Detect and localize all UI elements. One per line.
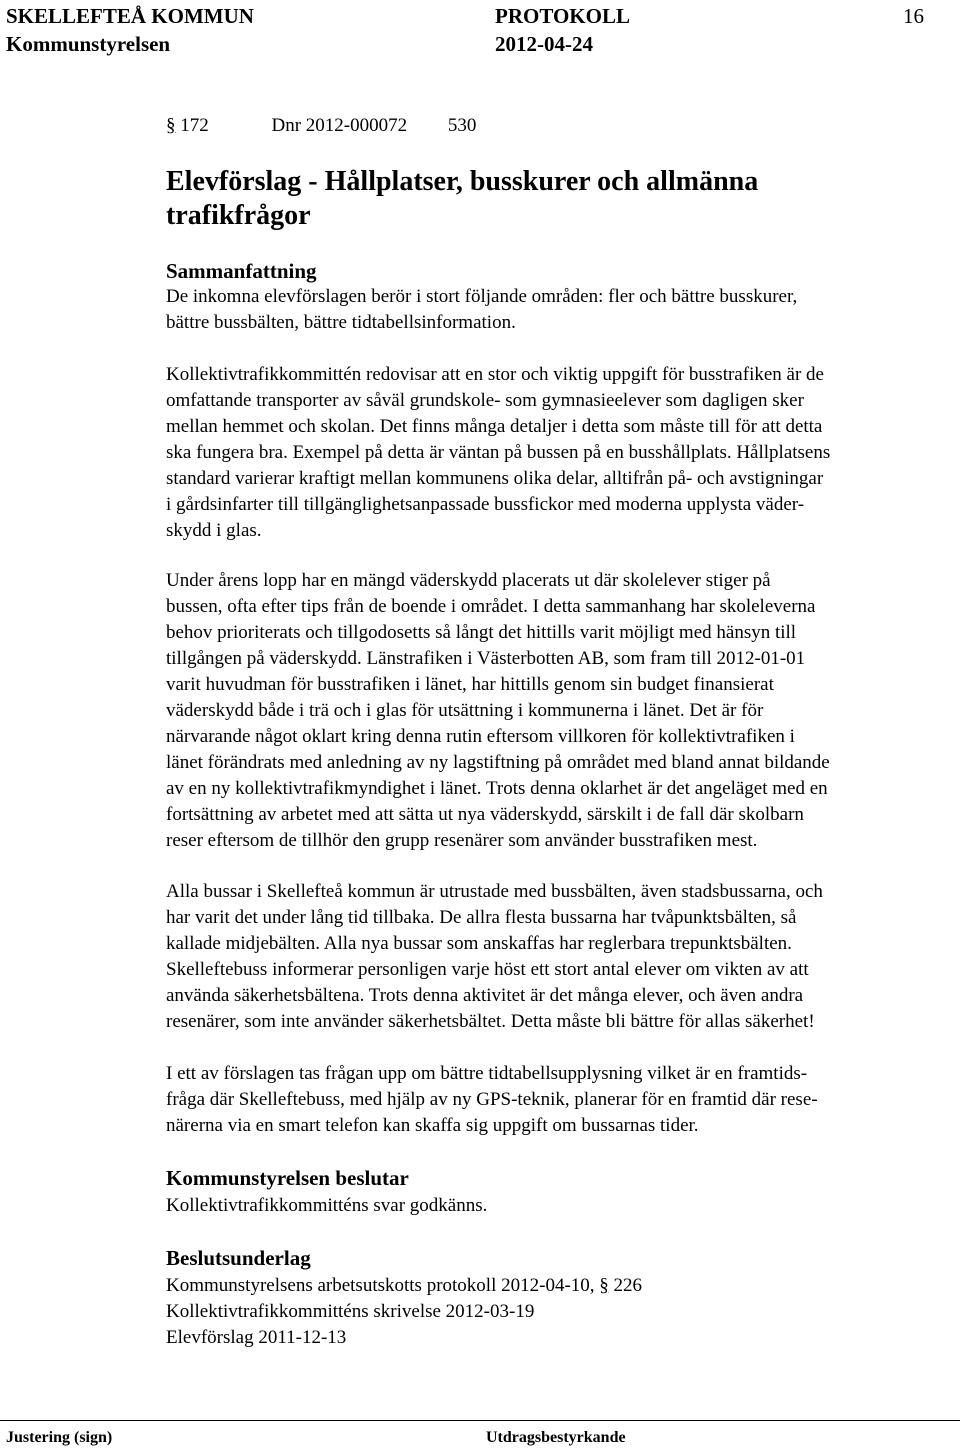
- basis-item-number: 226: [608, 1275, 643, 1296]
- paragraph-seatbelts: [166, 879, 956, 1035]
- meeting-date: 2012-04-24: [495, 32, 593, 56]
- basis-item: Elevförslag 2011-12-13: [166, 1327, 347, 1348]
- text-line: skydd i glas.: [166, 520, 262, 541]
- text-line: omfattande transporter av såväl grundskole- som gymnasieelever som dagligen sker: [166, 390, 804, 411]
- text-line: tillgången på väderskydd. Länstrafiken i Västerbotten AB, som fram till 2012-01-01: [166, 648, 806, 669]
- text-line: Under årens lopp har en mängd väderskydd placerats ut där skolelever stiger på: [166, 570, 771, 591]
- title-line: Elevförslag - Hållplatser, busskurer och allmänna: [166, 166, 759, 197]
- text-line: har varit det under lång tid tillbaka. De allra flesta bussarna har tvåpunktsbälten, så: [166, 907, 797, 928]
- issuing-body: Kommunstyrelsen: [6, 32, 171, 56]
- text-line: bättre bussbälten, bättre tidtabellsinformation.: [166, 312, 516, 333]
- case-line: [166, 113, 956, 139]
- footer-divider: [0, 1420, 960, 1421]
- text-line: i gårdsinfarter till tillgänglighetsanpassade bussfickor med moderna upplysta väder-: [166, 494, 805, 515]
- footer-signature-label: Justering (sign): [6, 1429, 113, 1446]
- text-line: varit huvudman för busstrafiken i länet, har hittills genom sin budget finansierat: [166, 674, 774, 695]
- case-code: 530: [447, 115, 477, 136]
- section-sign: §: [599, 1275, 609, 1296]
- paragraph-shelters: [166, 568, 956, 854]
- text-line: ska fungera bra. Exempel på detta är väntan på bussen på en busshållplats. Hållplatsens: [166, 442, 831, 463]
- org-name: SKELLEFTEÅ KOMMUN: [6, 4, 254, 28]
- section-sign: §: [166, 115, 176, 136]
- footer-extract-label: Utdragsbestyrkande: [486, 1429, 626, 1446]
- paragraph-timetable: [166, 1061, 956, 1139]
- text-line: använda säkerhetsbältena. Trots denna aktivitet är det många elever, och även andra: [166, 985, 804, 1006]
- text-line: reser eftersom de tillhör den grupp resenärer som använder busstrafiken mest.: [166, 830, 758, 851]
- basis-heading: Beslutsunderlag: [166, 1246, 311, 1270]
- text-line: Skelleftebuss informerar personligen varje höst ett stort antal elever om vikten av att: [166, 959, 809, 980]
- paragraph-stop-conditions: [166, 362, 956, 544]
- text-line: närvarande något oklart kring denna rutin eftersom villkoren för kollektivtrafiken i: [166, 726, 795, 747]
- basis-item-text: Kommunstyrelsens arbetsutskotts protokoll 2012-04-10,: [166, 1275, 600, 1296]
- basis-list: [166, 1273, 956, 1351]
- title-line: trafikfrågor: [166, 200, 311, 231]
- text-line: behov prioriterats och tillgodosetts så långt det hittills varit möjligt med hänsyn till: [166, 622, 797, 643]
- page-title: [166, 165, 956, 233]
- text-line: standard varierar kraftigt mellan kommunens olika delar, alltifrån på- och avstigningar: [166, 468, 824, 489]
- decision-text: Kollektivtrafikkommitténs svar godkänns.: [166, 1195, 488, 1216]
- text-line: bussen, ofta efter tips från de boende i området. I detta sammanhang har skoleleverna: [166, 596, 816, 617]
- text-line: fråga där Skelleftebuss, med hjälp av ny GPS-teknik, planerar för en framtid där rese-: [166, 1089, 818, 1110]
- text-line: av en ny kollektivtrafikmyndighet i länet. Trots denna oklarhet är det angeläget med en: [166, 778, 828, 799]
- text-line: länet förändrats med anledning av ny lagstiftning på området med bland annat bildande: [166, 752, 830, 773]
- text-line: mellan hemmet och skolan. Det finns många detaljer i detta som måste till för att detta: [166, 416, 823, 437]
- basis-item: [166, 1273, 956, 1299]
- text-line: Kollektivtrafikkommittén redovisar att en stor och viktig uppgift för busstrafiken är de: [166, 364, 824, 385]
- text-line: väderskydd både i trä och i glas för utsättning i kommunerna i länet. Det är för: [166, 700, 764, 721]
- text-line: Alla bussar i Skellefteå kommun är utrustade med bussbälten, även stadsbussarna, och: [166, 881, 823, 902]
- case-dnr: Dnr 2012-000072: [271, 115, 408, 136]
- text-line: närerna via en smart telefon kan skaffa sig uppgift om bussarnas tider.: [166, 1115, 699, 1136]
- text-line: kallade midjebälten. Alla nya bussar som anskaffas har reglerbara trepunktsbälten.: [166, 933, 792, 954]
- document-type: PROTOKOLL: [495, 4, 630, 28]
- text-line: fortsättning av arbetet med att sätta ut nya väderskydd, särskilt i de fall där skolbarn: [166, 804, 804, 825]
- text-line: I ett av förslagen tas frågan upp om bättre tidtabellsupplysning vilket är en framtids-: [166, 1063, 808, 1084]
- decision-heading: Kommunstyrelsen beslutar: [166, 1166, 409, 1190]
- summary-heading: Sammanfattning: [166, 259, 317, 283]
- page-number: 16: [903, 4, 924, 28]
- summary-text: [166, 284, 956, 336]
- basis-item: Kollektivtrafikkommitténs skrivelse 2012-03-19: [166, 1301, 535, 1322]
- text-line: De inkomna elevförslagen berör i stort följande områden: fler och bättre busskurer,: [166, 286, 798, 307]
- section-number: 172: [180, 115, 209, 136]
- text-line: resenärer, som inte använder säkerhetsbältet. Detta måste bli bättre för allas säkerhet!: [166, 1011, 815, 1032]
